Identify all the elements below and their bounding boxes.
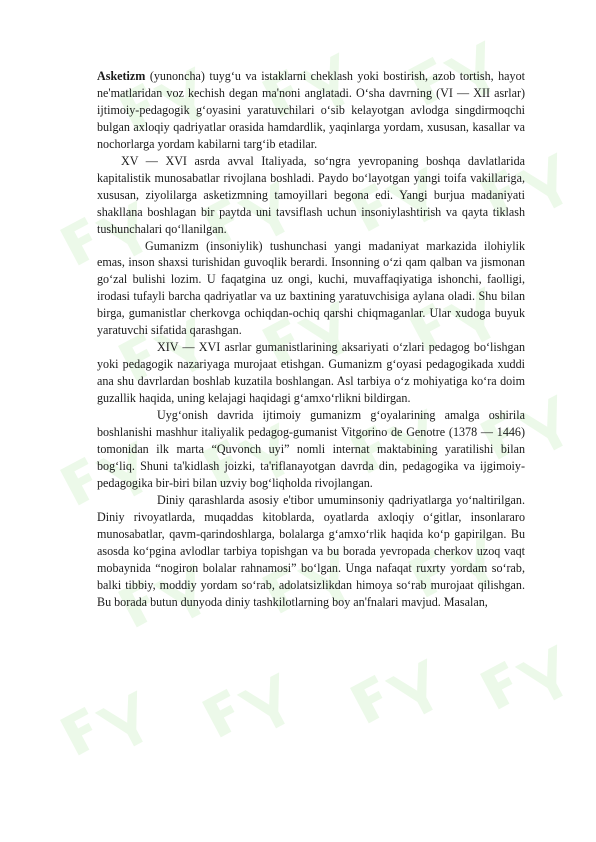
paragraph-renaissance: XV — XVI asrda avval Italiyada, so‘ngra yevropaning boshqa davlatlarida kapitalistik munosabatlar rivojlana boshladi. Paydo bo‘layotgan yangi toifa vakillariga, xususan, ziyolilarga asketizmning tamoyillari begona edi. Yangi burjua madaniyati shakllana boshlagan bir paytda uni tavsiflash uchun insoniylashtirish va qayta tiklash tushunchalari qo‘llanilgan. [97, 153, 525, 236]
paragraph-religious-views: Diniy qarashlarda asosiy e'tibor umuminsoniy qadriyatlarga yo‘naltirilgan. Diniy rivoyatlarda, muqaddas kitoblarda, oyatlarda axloqiy o‘gitlar, insonlararo munosabatlar, qavm-qarindoshlarga, bolalarga g‘amxo‘rlik haqida ko‘p gapirilgan. Bu asosda ko‘pgina avlodlar tarbiya topishgan va bu borada yevropada cherkov uzoq vaqt mobaynida “nogiron bolalar rahnamosi” bo‘lgan. Unga nafaqat ruxrty yordam so‘rab, balki tibbiy, moddiy yordam so‘rab, adolatsizlikdan himoya so‘rab murojaat qilishgan. Bu borada butun dunyoda diniy tashkilotlarning boy an'fnalari mavjud. Masalan, [97, 492, 525, 609]
paragraph-text: (yunoncha) tuyg‘u va istaklarni cheklash yoki bostirish, azob tortish, hayot ne'matlaridan voz kechish degan ma'noni anglatadi. O‘sha davrning (VI — XII asrlar) ijtimoiy-pedagogik g‘oyasini yaratuvchilari o‘sib kelayotgan avlodga singdirmoqchi bulgan axloqiy qadriyatlar orasida hamdardlik, yaqinlarga yordam, xususan, kasallar va nochorlarga yordam kabilarni targ‘ib etadilar. [97, 69, 525, 151]
document-body [97, 68, 525, 611]
paragraph-gumanizm: Gumanizm (insoniylik) tushunchasi yangi madaniyat markazida ilohiylik emas, inson shaxsi turishidan guvoqlik berardi. Insonning o‘zi qam qalban va jismonan go‘zal bulishi lozim. U faqatgina uz ongi, kuchi, muvaffaqiyatiga ishonchi, faolligi, irodasi tufayli barcha qadriyatlar va uz baxtining yaratuvchisiga aylana oladi. Shu bilan birga, gumanistlar cherkovga ochiqdan-ochiq qarshi chiqmaganlar. Ular xudoga buyuk yaratuvchi sifatida qarashgan. [97, 238, 525, 338]
term-asketizm: Asketizm [97, 69, 146, 83]
paragraph-vittorino: Uyg‘onish davrida ijtimoiy gumanizm g‘oyalarining amalga oshirila boshlanishi mashhur italiyalik pedagog-gumanist Vitgorino de Genotre (1378 — 1446) tomonidan ilk marta “Quvonch uyi” nomli internat maktabining yaratilishi bilan bog‘liq. Shuni ta'kidlash joizki, ta'riflanayotgan davrda din, pedagogika va ijgimoiy-pedagogika bir-biri bilan uzviy bog‘liqholda rivojlangan. [97, 408, 525, 490]
paragraph-humanist-pedagogues: XIV — XVI asrlar gumanistlarining aksariyati o‘zlari pedagog bo‘lishgan yoki pedagogik nazariyaga murojaat etishgan. Gumanizm g‘oyasi pedagogikada xuddi ana shu davrlardan boshlab kuzatila boshlangan. Asl tarbiya o‘z mohiyatiga ko‘ra doim guzallik haqida, uning kelajagi haqidagi g‘amxo‘rlikni bildirgan. [97, 340, 525, 406]
paragraph-asketizm [97, 68, 525, 153]
